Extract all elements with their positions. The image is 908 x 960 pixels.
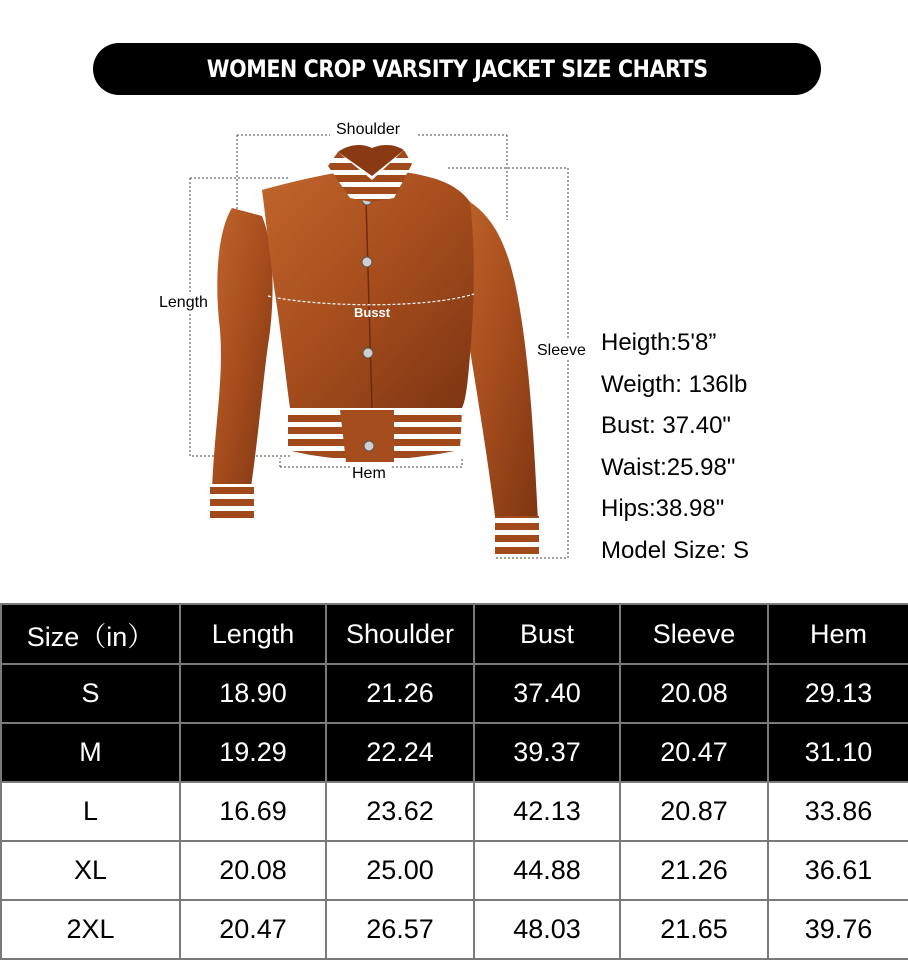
table-row	[1, 664, 908, 723]
title-banner	[93, 43, 821, 95]
cell-shoulder: 26.57	[326, 900, 474, 959]
header-size: Size（in）	[1, 604, 180, 664]
cell-size: M	[1, 723, 180, 782]
cell-hem: 29.13	[768, 664, 908, 723]
model-weight: Weigth: 136lb	[601, 370, 748, 398]
right-cuff	[495, 516, 539, 554]
cell-bust: 48.03	[474, 900, 620, 959]
cell-sleeve: 21.65	[620, 900, 768, 959]
cell-hem: 39.76	[768, 900, 908, 959]
header-bust: Bust	[474, 604, 620, 664]
left-cuff	[210, 484, 254, 520]
header-hem: Hem	[768, 604, 908, 664]
model-waist: Waist:25.98"	[601, 453, 736, 481]
cell-shoulder: 21.26	[326, 664, 474, 723]
table-row	[1, 782, 908, 841]
cell-bust: 44.88	[474, 841, 620, 900]
cell-length: 18.90	[180, 664, 326, 723]
cell-hem: 36.61	[768, 841, 908, 900]
bust-label: Busst	[354, 305, 391, 320]
table-row	[1, 900, 908, 959]
cell-sleeve: 20.47	[620, 723, 768, 782]
size-table	[0, 603, 908, 960]
model-info	[601, 322, 749, 572]
left-sleeve	[212, 208, 273, 494]
model-bust: Bust: 37.40"	[601, 412, 731, 440]
jacket-diagram	[0, 110, 620, 580]
header-sleeve: Sleeve	[620, 604, 768, 664]
sleeve-label: Sleeve	[537, 342, 586, 359]
table-row	[1, 841, 908, 900]
page-title: WOMEN CROP VARSITY JACKET SIZE CHARTS	[206, 55, 708, 83]
cell-shoulder: 23.62	[326, 782, 474, 841]
length-label: Length	[159, 294, 208, 311]
cell-bust: 39.37	[474, 723, 620, 782]
cell-bust: 42.13	[474, 782, 620, 841]
cell-size: S	[1, 664, 180, 723]
cell-length: 20.08	[180, 841, 326, 900]
jacket-illustration	[0, 110, 620, 580]
cell-sleeve: 20.08	[620, 664, 768, 723]
model-height: Heigth:5'8”	[601, 329, 717, 356]
cell-sleeve: 20.87	[620, 782, 768, 841]
hem-label: Hem	[352, 465, 386, 482]
header-shoulder: Shoulder	[326, 604, 474, 664]
cell-length: 20.47	[180, 900, 326, 959]
cell-bust: 37.40	[474, 664, 620, 723]
cell-shoulder: 25.00	[326, 841, 474, 900]
cell-length: 16.69	[180, 782, 326, 841]
shoulder-label: Shoulder	[336, 121, 401, 138]
cell-shoulder: 22.24	[326, 723, 474, 782]
cell-hem: 31.10	[768, 723, 908, 782]
model-size: Model Size: S	[601, 536, 750, 564]
cell-sleeve: 21.26	[620, 841, 768, 900]
cell-size: L	[1, 782, 180, 841]
table-row	[1, 723, 908, 782]
cell-size: 2XL	[1, 900, 180, 959]
model-hips: Hips:38.98"	[601, 495, 725, 523]
cell-size: XL	[1, 841, 180, 900]
table-header-row	[1, 604, 908, 664]
cell-length: 19.29	[180, 723, 326, 782]
cell-hem: 33.86	[768, 782, 908, 841]
header-length: Length	[180, 604, 326, 664]
